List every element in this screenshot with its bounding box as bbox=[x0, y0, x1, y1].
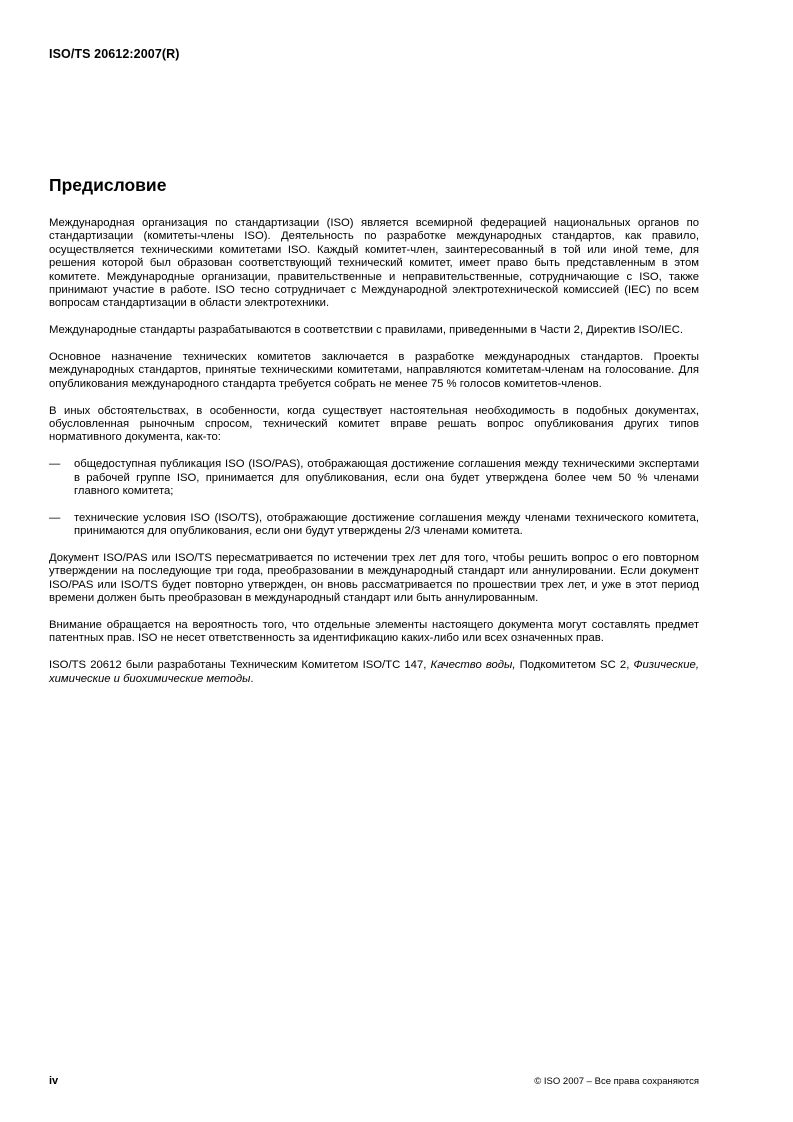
foreword-body bbox=[49, 217, 699, 686]
list-item-text: общедоступная публикация ISO (ISO/PAS), отображающая достижение соглашения между техническими экспертами в рабочей группе ISO, принимается для опубликования, если она будет утверждена более чем 50 % членами главного комитета; bbox=[74, 458, 699, 498]
subcommittee-title-italic: Физические, химические и биохимические методы bbox=[49, 659, 699, 685]
document-id: ISO/TS 20612:2007(R) bbox=[49, 47, 180, 61]
prepared-by-text-3: . bbox=[250, 672, 254, 685]
committee-title-italic: Качество воды, bbox=[430, 659, 516, 672]
paragraph-iso-iec-directives: Международные стандарты разрабатываются в соответствии с правилами, приведенными в Части 2, Директив ISO/IEC. bbox=[49, 324, 684, 337]
paragraph-review: Документ ISO/PAS или ISO/TS пересматривается по истечении трех лет для того, чтобы решить вопрос о его повторном утверждении на последующие три года, преобразовании в международный стандарт или аннулировании. Если документ ISO/PAS или ISO/TS будет повторно утвержден, он вновь рассматривается по прошествии трех лет, и уже в этот период времени должен быть преобразован в международный стандарт или быть аннулированным. bbox=[49, 552, 699, 605]
paragraph-patent-rights: Внимание обращается на вероятность того, что отдельные элементы настоящего документа могут составлять предмет патентных прав. ISO не несет ответственность за идентификацию каких-либо или всех означенных прав. bbox=[49, 619, 699, 645]
paragraph-technical-committees: Основное назначение технических комитетов заключается в разработке международных стандартов. Проекты международных стандартов, принятые техническими комитетами, направляются комитетам-членам на голосование. Для опубликования международного стандарта требуется собрать не менее 75 % голосов комитетов-членов. bbox=[49, 351, 699, 390]
paragraph-iso-organization: Международная организация по стандартизации (ISO) является всемирной федерацией национальных органов по стандартизации (комитеты-члены ISO). Деятельность по разработке международных стандартов, как правило, осуществляется техническими комитетами ISO. Каждый комитет-член, заинтересованный в той или иной теме, для решения которой был образован соответствующий технический комитет, имеет право быть представленным в этом комитете. Международные организации, правительственные и неправительственные, сотрудничающие с ISO, также принимают участие в работе. ISO тесно сотрудничает с Международной электротехнической комиссией (IEC) по всем вопросам стандартизации в области электротехники. bbox=[49, 217, 699, 310]
prepared-by-text-1: ISO/TS 20612 были разработаны Техническим Комитетом ISO/TC 147, bbox=[49, 659, 431, 672]
page-number: iv bbox=[49, 1075, 59, 1087]
prepared-by-text-2: Подкомитетом SC 2, bbox=[515, 659, 634, 672]
list-item-iso-ts bbox=[49, 512, 699, 539]
dash-bullet: — bbox=[49, 511, 61, 524]
list-item-iso-pas bbox=[49, 458, 699, 498]
copyright-notice: © ISO 2007 – Все права сохраняются bbox=[534, 1076, 699, 1087]
list-item-text: технические условия ISO (ISO/TS), отображающие достижение соглашения между членами технического комитета, принимаются для опубликования, если они будут утверждены 2/3 членами комитета. bbox=[74, 511, 699, 538]
page-title: Предисловие bbox=[49, 175, 167, 195]
paragraph-other-circumstances: В иных обстоятельствах, в особенности, когда существует настоятельная необходимость в подобных документах, обусловленная рыночным спросом, технический комитет вправе решать вопрос опубликования других типов нормативного документа, как-то: bbox=[49, 404, 699, 444]
dash-bullet: — bbox=[49, 458, 61, 471]
paragraph-prepared-by bbox=[49, 659, 699, 686]
